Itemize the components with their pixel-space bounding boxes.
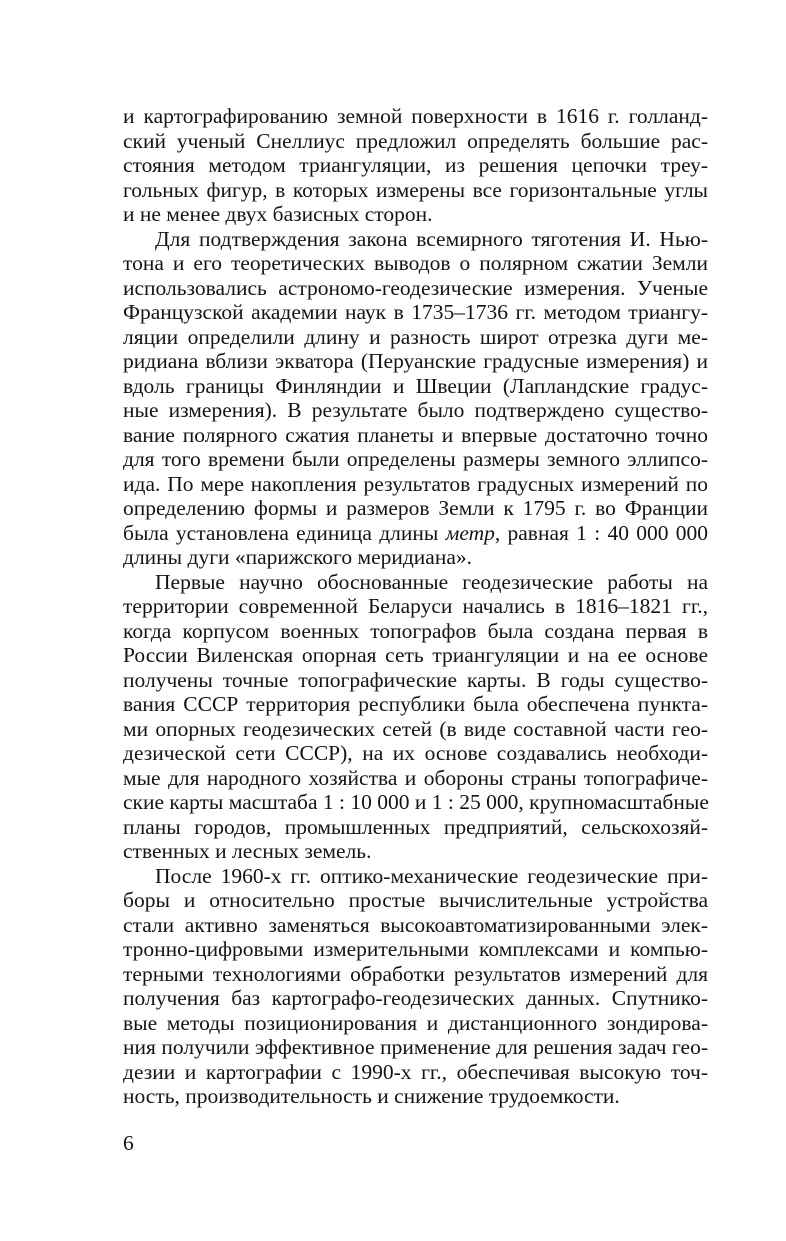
text-line: вания СССР территория республики была обеспечена пункта- — [123, 692, 708, 716]
text-line: для того времени были определены размеры земного эллипсо- — [123, 447, 708, 471]
text-line: ида. По мере накопления результатов градусных измерений по — [123, 471, 708, 496]
page-number: 6 — [123, 1131, 134, 1155]
text-line: ные измерения). В результате было подтверждено существо- — [123, 398, 708, 422]
paragraph — [123, 864, 708, 1109]
text-line: вые методы позиционирования и дистанционного зондирова- — [123, 1010, 708, 1035]
text-line: планы городов, промышленных предприятий, сельскохозяй- — [123, 814, 708, 839]
text-line: территории современной Беларуси начались в 1816–1821 гг., — [123, 594, 708, 618]
text-line: и не менее двух базисных сторон. — [123, 202, 433, 226]
text-line: была установлена единица длины метр, равная 1 : 40 000 000 — [123, 520, 708, 545]
text-line: длины дуги «парижского меридиана». — [123, 545, 473, 569]
text-line: дезической сети СССР), на их основе создавались необходи- — [123, 741, 708, 765]
paragraph — [123, 227, 708, 570]
text-line: ридиана вблизи экватора (Перуанские градусные измерения) и — [123, 349, 708, 373]
paragraph — [123, 570, 708, 864]
text-line: боры и относительно простые вычислительные устройства — [123, 888, 708, 912]
paragraph — [123, 104, 708, 227]
italic-term: метр — [445, 520, 495, 545]
text-line: После 1960-х гг. оптико-механические геодезические при- — [155, 863, 708, 888]
text-line: получения баз картографо-геодезических данных. Спутнико- — [123, 986, 708, 1010]
text-line: России Виленская опорная сеть триангуляции и на ее основе — [123, 643, 708, 667]
text-line: мые для народного хозяйства и обороны страны топографиче- — [123, 765, 708, 790]
text-line: Французской академии наук в 1735–1736 гг. методом триангу- — [123, 300, 708, 324]
text-line: дезии и картографии с 1990-х гг., обеспечивая высокую точ- — [123, 1059, 708, 1084]
text-line: Для подтверждения закона всемирного тяготения И. Нью- — [155, 226, 708, 251]
text-line: ми опорных геодезических сетей (в виде составной части гео- — [123, 716, 708, 741]
text-line: стали активно заменяться высокоавтоматизированными элек- — [123, 912, 708, 937]
text-line: вание полярного сжатия планеты и впервые достаточно точно — [123, 422, 708, 447]
text-line: тона и его теоретических выводов о полярном сжатии Земли — [123, 251, 708, 275]
text-line: и картографированию земной поверхности в 1616 г. голланд- — [123, 104, 708, 128]
text-line: тронно-цифровыми измерительными комплексами и компью- — [123, 937, 708, 961]
text-line: терными технологиями обработки результатов измерений для — [123, 961, 708, 986]
text-line: вдоль границы Финляндии и Швеции (Лапландские градус- — [123, 373, 708, 398]
text-line: гольных фигур, в которых измерены все горизонтальные углы — [123, 177, 708, 202]
text-line: ность, производительность и снижение трудоемкости. — [123, 1084, 620, 1108]
text-line: ские карты масштаба 1 : 10 000 и 1 : 25 000, крупномасштабные — [123, 790, 709, 814]
text-line: получены точные топографические карты. В годы существо- — [123, 667, 708, 692]
body-text — [123, 104, 708, 1109]
text-line: ский ученый Снеллиус предложил определять большие рас- — [123, 128, 708, 153]
text-line: ляции определили длину и разность широт отрезка дуги ме- — [123, 324, 708, 349]
text-line: использовались астрономо-геодезические измерения. Ученые — [123, 275, 708, 300]
text-line: Первые научно обоснованные геодезические работы на — [155, 569, 708, 594]
text-line: стояния методом триангуляции, из решения цепочки треу- — [123, 153, 708, 177]
text-line: ственных и лесных земель. — [123, 839, 372, 863]
text-line: когда корпусом военных топографов была создана первая в — [123, 618, 708, 643]
text-line: ния получили эффективное применение для решения задач гео- — [123, 1035, 708, 1059]
text-line: определению формы и размеров Земли к 1795 г. во Франции — [123, 496, 708, 520]
